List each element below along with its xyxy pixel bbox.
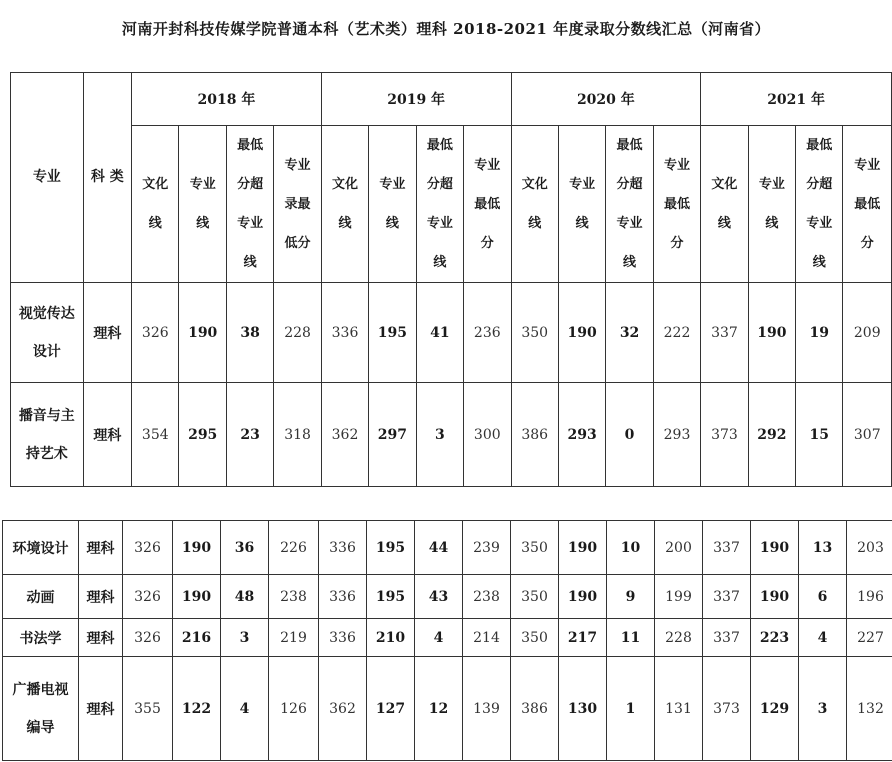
score-cell: 3 [799, 657, 847, 761]
score-cell: 195 [367, 575, 415, 619]
score-cell: 337 [701, 283, 748, 383]
major-name: 视觉传达 设计 [11, 283, 84, 383]
score-cell: 326 [123, 619, 173, 657]
score-cell: 126 [269, 657, 319, 761]
category-cell: 理科 [83, 383, 131, 487]
score-cell: 337 [703, 521, 751, 575]
score-cell: 292 [748, 383, 795, 487]
score-cell: 228 [655, 619, 703, 657]
score-cell: 130 [559, 657, 607, 761]
score-cell: 203 [847, 521, 892, 575]
score-cell: 293 [558, 383, 605, 487]
score-cell: 355 [123, 657, 173, 761]
score-cell: 354 [132, 383, 179, 487]
score-cell: 1 [607, 657, 655, 761]
score-cell: 190 [173, 575, 221, 619]
score-cell: 326 [123, 521, 173, 575]
score-cell: 129 [751, 657, 799, 761]
subheader-2018-2: 最低 分超 专业 线 [226, 126, 273, 283]
score-cell: 41 [416, 283, 463, 383]
table-row [3, 521, 892, 575]
score-cell: 190 [748, 283, 795, 383]
subheader-2021-3: 专业 最低 分 [843, 126, 892, 283]
score-cell: 295 [179, 383, 226, 487]
score-cell: 222 [653, 283, 700, 383]
score-cell: 190 [559, 521, 607, 575]
header-year-2021: 2021 年 [701, 73, 892, 126]
score-cell: 11 [607, 619, 655, 657]
major-name: 环境设计 [3, 521, 79, 575]
score-cell: 3 [221, 619, 269, 657]
subheader-2019-3: 专业 最低 分 [464, 126, 511, 283]
subheader-2020-1: 专业 线 [558, 126, 605, 283]
score-cell: 190 [751, 575, 799, 619]
score-cell: 43 [415, 575, 463, 619]
header-category: 科 类 [83, 73, 131, 283]
score-cell: 336 [319, 575, 367, 619]
page-title: 河南开封科技传媒学院普通本科（艺术类）理科 2018-2021 年度录取分数线汇总（河南省） [121, 20, 771, 38]
score-cell: 336 [321, 283, 368, 383]
score-cell: 200 [655, 521, 703, 575]
score-cell: 336 [319, 619, 367, 657]
subheader-2020-2: 最低 分超 专业 线 [606, 126, 653, 283]
score-cell: 190 [179, 283, 226, 383]
score-cell: 216 [173, 619, 221, 657]
score-cell: 228 [274, 283, 321, 383]
score-cell: 132 [847, 657, 892, 761]
score-cell: 13 [799, 521, 847, 575]
score-cell: 300 [464, 383, 511, 487]
score-cell: 4 [221, 657, 269, 761]
score-cell: 4 [799, 619, 847, 657]
score-cell: 373 [703, 657, 751, 761]
score-cell: 236 [464, 283, 511, 383]
admission-table-top [10, 72, 892, 487]
major-name: 动画 [3, 575, 79, 619]
header-major: 专业 [11, 73, 84, 283]
table-row [3, 657, 892, 761]
score-cell: 350 [511, 575, 559, 619]
score-cell: 293 [653, 383, 700, 487]
score-cell: 337 [703, 619, 751, 657]
score-cell: 38 [226, 283, 273, 383]
subheader-2020-3: 专业 最低 分 [653, 126, 700, 283]
score-cell: 227 [847, 619, 892, 657]
score-cell: 195 [369, 283, 416, 383]
score-cell: 336 [319, 521, 367, 575]
score-cell: 32 [606, 283, 653, 383]
score-cell: 12 [415, 657, 463, 761]
score-cell: 190 [751, 521, 799, 575]
score-cell: 373 [701, 383, 748, 487]
subheader-2021-2: 最低 分超 专业 线 [796, 126, 843, 283]
score-cell: 362 [319, 657, 367, 761]
subheader-2021-0: 文化 线 [701, 126, 748, 283]
subheader-2021-1: 专业 线 [748, 126, 795, 283]
subheader-2018-1: 专业 线 [179, 126, 226, 283]
score-cell: 195 [367, 521, 415, 575]
score-cell: 48 [221, 575, 269, 619]
category-cell: 理科 [79, 619, 123, 657]
score-cell: 23 [226, 383, 273, 487]
category-cell: 理科 [79, 657, 123, 761]
score-cell: 386 [511, 657, 559, 761]
category-cell: 理科 [79, 575, 123, 619]
score-cell: 139 [463, 657, 511, 761]
score-cell: 44 [415, 521, 463, 575]
score-cell: 3 [416, 383, 463, 487]
score-cell: 350 [511, 619, 559, 657]
table-row [11, 383, 892, 487]
score-cell: 350 [511, 283, 558, 383]
score-cell: 6 [799, 575, 847, 619]
table-row [3, 575, 892, 619]
admission-table-bottom [2, 520, 892, 761]
score-cell: 36 [221, 521, 269, 575]
score-cell: 362 [321, 383, 368, 487]
score-cell: 15 [796, 383, 843, 487]
header-year-2019: 2019 年 [321, 73, 511, 126]
header-year-2020: 2020 年 [511, 73, 701, 126]
table-row [11, 283, 892, 383]
score-cell: 318 [274, 383, 321, 487]
subheader-2019-1: 专业 线 [369, 126, 416, 283]
score-cell: 190 [559, 575, 607, 619]
score-cell: 196 [847, 575, 892, 619]
major-name: 书法学 [3, 619, 79, 657]
score-cell: 0 [606, 383, 653, 487]
score-cell: 219 [269, 619, 319, 657]
score-cell: 214 [463, 619, 511, 657]
score-cell: 217 [559, 619, 607, 657]
subheader-2018-0: 文化 线 [132, 126, 179, 283]
score-cell: 238 [463, 575, 511, 619]
major-name: 广播电视 编导 [3, 657, 79, 761]
score-cell: 326 [123, 575, 173, 619]
score-cell: 190 [173, 521, 221, 575]
subheader-2019-2: 最低 分超 专业 线 [416, 126, 463, 283]
table-row [3, 619, 892, 657]
score-cell: 19 [796, 283, 843, 383]
header-year-2018: 2018 年 [132, 73, 322, 126]
score-cell: 238 [269, 575, 319, 619]
score-cell: 223 [751, 619, 799, 657]
score-cell: 199 [655, 575, 703, 619]
subheader-2019-0: 文化 线 [321, 126, 368, 283]
score-cell: 386 [511, 383, 558, 487]
score-cell: 10 [607, 521, 655, 575]
score-cell: 122 [173, 657, 221, 761]
category-cell: 理科 [79, 521, 123, 575]
score-cell: 4 [415, 619, 463, 657]
subheader-2018-3: 专业 录最 低分 [274, 126, 321, 283]
score-cell: 190 [558, 283, 605, 383]
score-cell: 226 [269, 521, 319, 575]
score-cell: 297 [369, 383, 416, 487]
score-cell: 131 [655, 657, 703, 761]
score-cell: 209 [843, 283, 892, 383]
subheader-2020-0: 文化 线 [511, 126, 558, 283]
score-cell: 337 [703, 575, 751, 619]
score-cell: 127 [367, 657, 415, 761]
score-cell: 326 [132, 283, 179, 383]
category-cell: 理科 [83, 283, 131, 383]
score-cell: 239 [463, 521, 511, 575]
score-cell: 9 [607, 575, 655, 619]
score-cell: 307 [843, 383, 892, 487]
score-cell: 350 [511, 521, 559, 575]
major-name: 播音与主 持艺术 [11, 383, 84, 487]
score-cell: 210 [367, 619, 415, 657]
